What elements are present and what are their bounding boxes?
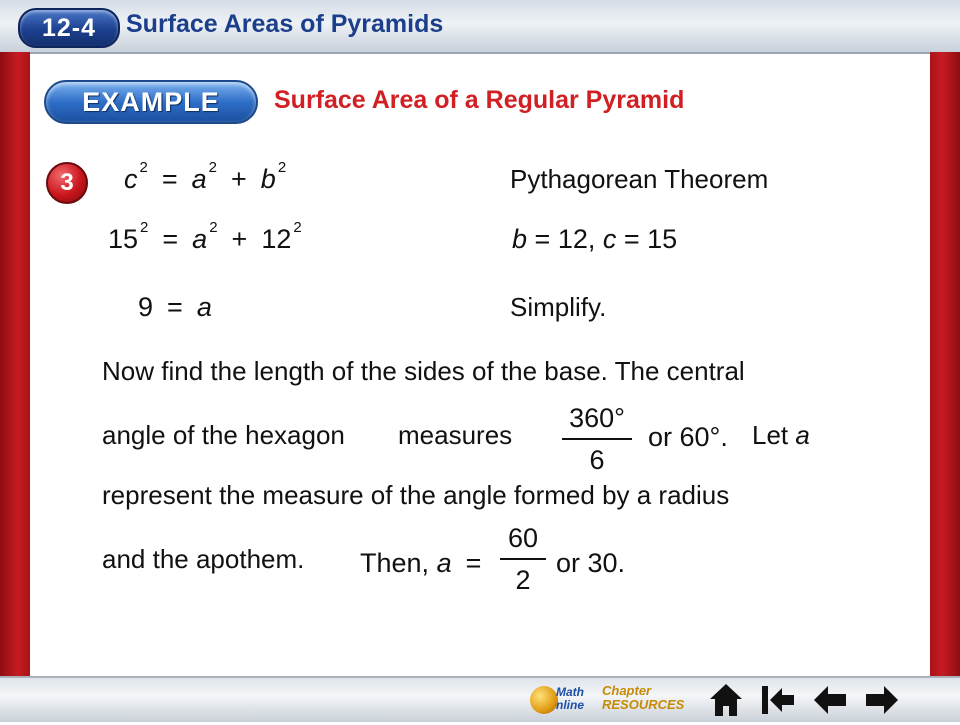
math-online-line1: Math [556, 685, 584, 699]
chapter-resources-line2: RESOURCES [602, 697, 685, 712]
fraction-60-over-2 [500, 522, 546, 596]
note-c-value: = 15 [623, 224, 678, 254]
paragraph-line-1: Now find the length of the sides of the base. The central [102, 356, 745, 386]
let-variable: a [795, 420, 810, 450]
note-pythagorean: Pythagorean Theorem [510, 164, 769, 194]
paragraph-let-a [752, 420, 810, 451]
fraction-result-30: or 30. [556, 548, 626, 578]
eq2-left: 15 [108, 224, 139, 254]
home-button[interactable] [706, 680, 746, 720]
equation-substitution [108, 219, 302, 255]
eq1-b: b [260, 164, 276, 194]
eq2-b-exp: 2 [293, 219, 302, 236]
eq1-a-exp: 2 [208, 159, 217, 176]
eq3-left: 9 [138, 292, 154, 322]
fraction-result-60: or 60°. [648, 422, 728, 452]
chapter-resources-line1: Chapter [602, 683, 652, 698]
plus-sign: + [231, 164, 247, 194]
eq2-left-exp: 2 [140, 219, 149, 236]
equals-sign: = [465, 548, 482, 578]
home-icon [706, 680, 746, 720]
math-online-line2: nline [556, 698, 585, 712]
step-number-badge: 3 [46, 162, 88, 204]
fraction-bar [562, 438, 632, 440]
equation-result [138, 292, 212, 323]
paragraph-line-2a: angle of the hexagon [102, 420, 345, 450]
equation-pythagorean [124, 159, 287, 195]
plus-sign: + [231, 224, 248, 254]
eq1-left: c [124, 164, 138, 194]
eq3-a: a [196, 292, 212, 322]
eq1-left-exp: 2 [139, 159, 148, 176]
fraction-360-over-6 [562, 402, 632, 476]
note-b-value: = 12, [534, 224, 596, 254]
then-expression [360, 548, 495, 579]
note-simplify: Simplify. [510, 292, 607, 322]
lesson-number-badge: 12-4 [18, 8, 120, 48]
math-online-label [556, 686, 584, 712]
equals-sign: = [161, 164, 178, 194]
note-b-var: b [512, 224, 528, 254]
equals-sign: = [167, 292, 183, 322]
paragraph-line-2b: measures [398, 420, 513, 450]
fraction-bar [500, 558, 546, 560]
eq1-a: a [191, 164, 207, 194]
eq2-b: 12 [261, 224, 292, 254]
fraction-denominator: 6 [589, 445, 605, 475]
eq2-a-exp: 2 [209, 219, 218, 236]
footer-bar [0, 676, 960, 722]
fraction-denominator: 2 [515, 565, 531, 595]
then-label: Then, [360, 548, 430, 578]
header-bar [0, 0, 960, 54]
first-slide-button[interactable] [758, 680, 798, 720]
previous-icon [810, 680, 850, 720]
left-red-border [0, 52, 30, 692]
first-slide-icon [758, 680, 798, 720]
next-button[interactable] [862, 680, 902, 720]
previous-button[interactable] [810, 680, 850, 720]
paragraph-line-3: represent the measure of the angle formed by a radius [102, 480, 730, 510]
example-badge: EXAMPLE [44, 80, 258, 124]
lesson-title: Surface Areas of Pyramids [126, 10, 444, 38]
then-variable: a [436, 548, 452, 578]
note-c-var: c [602, 224, 617, 254]
next-icon [862, 680, 902, 720]
right-red-border [930, 52, 960, 692]
eq2-a: a [192, 224, 208, 254]
eq1-b-exp: 2 [277, 159, 287, 176]
note-substitution-values [512, 224, 677, 255]
equals-sign: = [162, 224, 179, 254]
math-online-link[interactable] [530, 684, 594, 716]
fraction-numerator: 60 [507, 523, 539, 553]
globe-icon [530, 686, 558, 714]
example-title: Surface Area of a Regular Pyramid [274, 86, 685, 114]
paragraph-line-4: and the apothem. [102, 544, 305, 574]
fraction-numerator: 360° [569, 403, 625, 433]
chapter-resources-link[interactable] [602, 684, 684, 712]
let-word: Let [752, 420, 789, 450]
